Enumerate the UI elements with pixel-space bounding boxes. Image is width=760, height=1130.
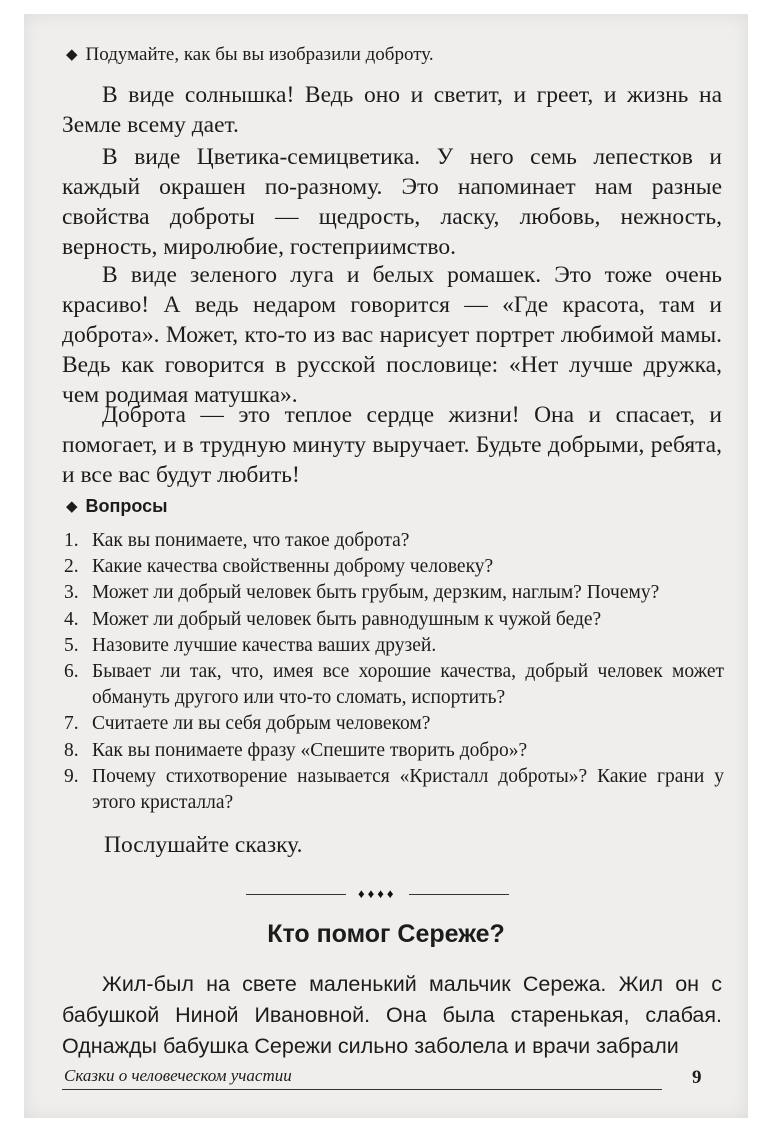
paragraph-1: В виде солнышка! Ведь оно и светит, и греет, и жизнь на Земле всему дает. [62,82,722,138]
separator-rule-left [246,894,346,895]
question-text: Как вы понимаете, что такое доброта? [92,530,410,551]
question-item [64,580,724,606]
paragraph-3: В виде зеленого луга и белых ромашек. Это тоже очень красиво! А ведь недаром говорится — «Где красота, там и доброта». Может, кто-то из вас нарисует портрет любимой мамы. Ведь как говорится в русской пословице: «Нет лучше дружка, чем родимая матушка». [62,262,722,408]
question-number: 2. [64,556,79,578]
page-number: 9 [692,1067,702,1088]
question-number: 7. [64,713,79,735]
paragraph-4: Доброта — это теплое сердце жизни! Она и спасает, и помогает, и в трудную минуту выручает. Будьте добрыми, ребята, и все вас будут любить! [62,402,722,488]
question-text: Может ли добрый человек быть равнодушным к чужой беде? [92,608,602,630]
question-number: 5. [64,634,79,656]
question-text: Бывает ли так, что, имея все хорошие качества, добрый человек может обмануть другого или что-то сломать, испортить? [92,661,724,709]
questions-heading [66,496,168,517]
question-number: 6. [64,661,79,683]
question-item [64,764,724,816]
question-item [64,711,724,737]
question-text: Почему стихотворение называется «Кристалл доброты»? Какие грани у этого кристалла? [92,765,724,814]
listen-line: Послушайте сказку. [104,832,303,858]
question-text: Какие качества свойственны доброму человеку? [92,556,494,578]
story-title: Кто помог Сереже? [267,920,505,948]
paragraph-2: В виде Цветика-семицветика. У него семь лепестков и каждый окрашен по-разному. Это напоминает нам разные свойства доброты — щедрость, ласку, любовь, нежность, верность, миролюбие, гостеприимство. [62,144,722,260]
separator-diamonds: ♦♦♦♦ [358,886,397,901]
question-number: 1. [64,530,79,551]
question-text: Считаете ли вы себя добрым человеком? [92,713,431,735]
question-item [64,633,724,659]
prompt-line [66,44,434,66]
footer-rule [62,1089,662,1090]
questions-list [64,528,724,816]
question-item [64,659,724,711]
question-number: 8. [64,739,79,761]
question-number: 4. [64,608,79,630]
question-item [64,607,724,633]
question-text: Назовите лучшие качества ваших друзей. [92,634,437,656]
question-text: Может ли добрый человек быть грубым, дерзким, наглым? Почему? [92,582,660,604]
questions-heading-text: Вопросы [85,496,168,516]
separator-rule-right [409,894,509,895]
question-text: Как вы понимаете фразу «Спешите творить добро»? [92,739,528,761]
question-item [64,528,724,554]
diamond-bullet-icon: ◆ [66,498,78,515]
question-number: 9. [64,765,79,787]
diamond-bullet-icon: ◆ [66,47,78,63]
prompt-text: Подумайте, как бы вы изобразили доброту. [85,44,434,65]
question-item [64,738,724,764]
story-text: Жил-был на свете маленький мальчик Сережа. Жил он с бабушкой Ниной Ивановной. Она была старенькая, слабая. Однажды бабушка Сережи сильно заболела и врачи забрали [62,972,722,1058]
section-separator [246,886,509,902]
question-item [64,554,724,580]
question-number: 3. [64,582,79,604]
footer-title: Сказки о человеческом участии [64,1066,292,1085]
book-page [24,14,748,1118]
